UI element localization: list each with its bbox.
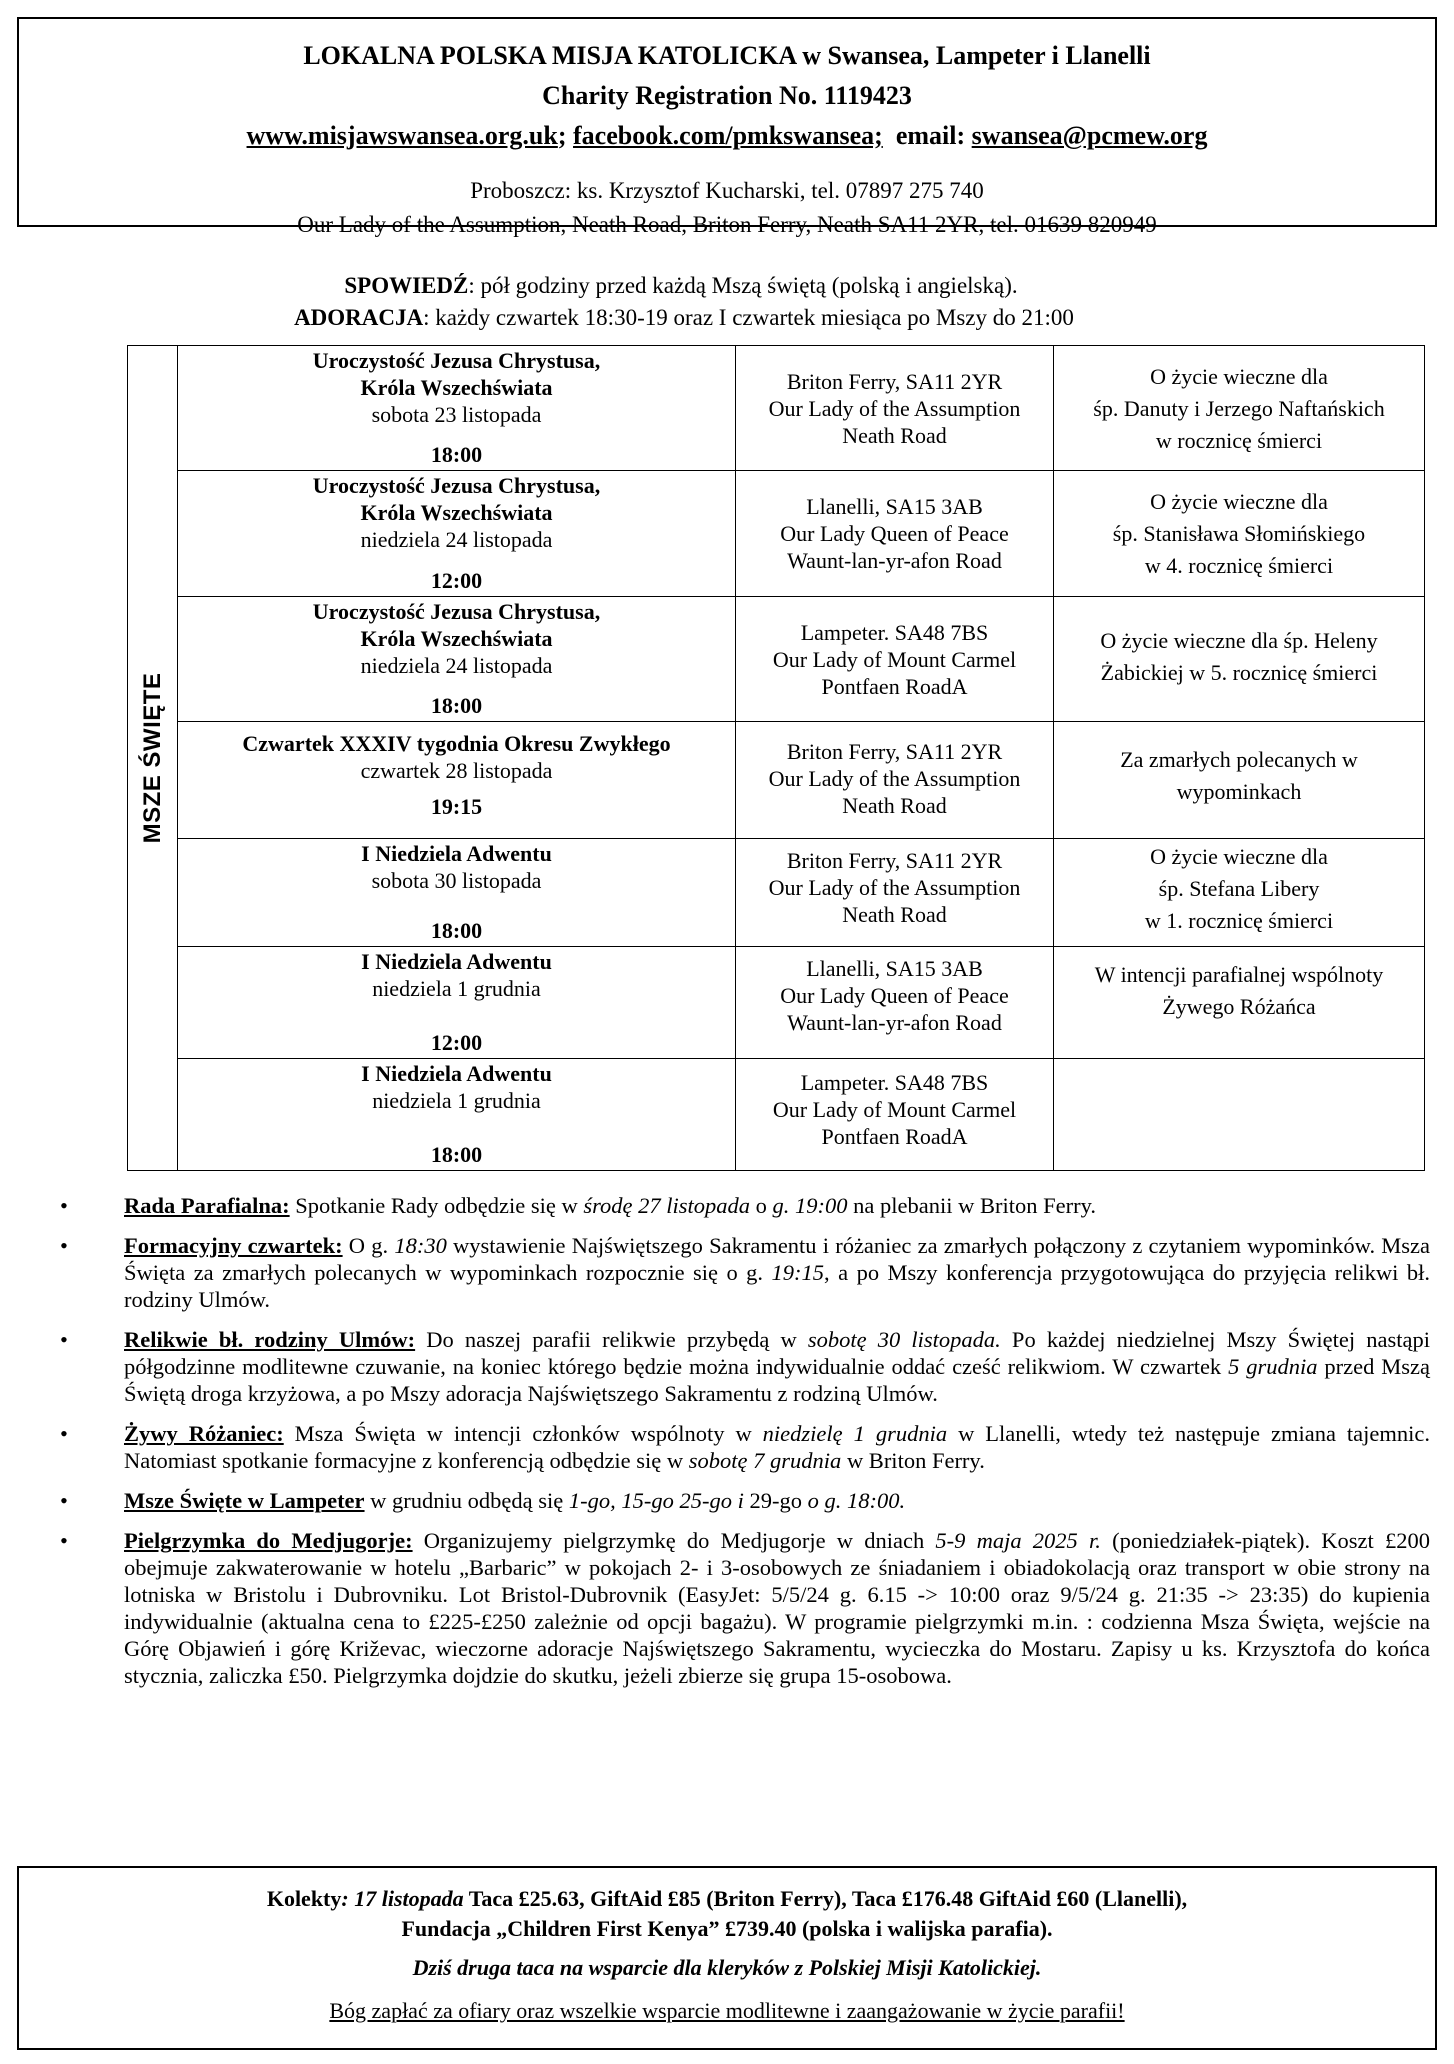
intention-cell: [1054, 1059, 1424, 1170]
place-line: Our Lady of the Assumption: [768, 396, 1021, 421]
place-line: Briton Ferry, SA11 2YR: [786, 369, 1003, 394]
place-cell: [736, 839, 1054, 946]
mass-time: 18:00: [430, 693, 483, 718]
place-line: Neath Road: [842, 902, 947, 927]
feast-cell: [178, 597, 736, 721]
place-line: Pontfaen RoadA: [821, 674, 968, 699]
notice-text: Msza Święta w intencji członków wspólnoty w: [283, 1421, 763, 1446]
mass-date: czwartek 28 listopada: [360, 758, 553, 783]
mass-date: niedziela 1 grudnia: [372, 976, 541, 1001]
intention-cell: [1054, 346, 1424, 470]
place-line: Our Lady of the Assumption: [768, 766, 1021, 791]
intention-cell: [1054, 471, 1424, 596]
notice-lampeter: [60, 1487, 1430, 1514]
notice-rada: [60, 1192, 1430, 1219]
mass-schedule-table: [127, 345, 1425, 1171]
notice-formacyjny: [60, 1232, 1430, 1313]
notice-emph: środę 27 listopada: [583, 1193, 750, 1218]
notice-emph: 1-go, 15-go 25-go i: [568, 1488, 744, 1513]
notice-text: wystawienie Najświętszego Sakramentu i różaniec za zmarłych połączony z czytaniem wypominków. Msza Święta za zmarłych polecanych w wypominkach rozpocznie się o g.: [124, 1233, 1430, 1285]
charity-registration: Charity Registration No. 1119423: [542, 81, 912, 110]
email-link[interactable]: swansea@pcmew.org: [971, 121, 1208, 150]
mass-time: 19:15: [430, 794, 483, 819]
mass-date: sobota 30 listopada: [371, 868, 542, 893]
collections-line2: Fundacja „Children First Kenya” £739.40 (polska i walijska parafia).: [401, 1916, 1053, 1941]
mass-time: 18:00: [430, 918, 483, 943]
parish-priest: Proboszcz: ks. Krzysztof Kucharski, tel. 07897 275 740: [470, 178, 984, 203]
notice-emph: sobotę 7 grudnia: [688, 1448, 842, 1473]
intention-text: O życie wieczne dla śp. Stefana Libery w 1. rocznicę śmierci: [1144, 844, 1334, 933]
place-cell: [736, 597, 1054, 721]
table-row: [178, 947, 1424, 1059]
collections-line1: Taca £25.63, GiftAid £85 (Briton Ferry), Taca £176.48 GiftAid £60 (Llanelli),: [463, 1886, 1188, 1911]
mass-side-label: [128, 346, 178, 1170]
notice-lead: Msze Święte w Lampeter: [124, 1488, 365, 1513]
notice-lead: Relikwie bł. rodziny Ulmów:: [124, 1327, 416, 1352]
notice-emph: 18:30: [394, 1233, 447, 1258]
notice-text: w Llanelli, wtedy też następuje zmiana tajemnic. Natomiast spotkanie formacyjne z konferencją odbędzie się w: [124, 1421, 1430, 1473]
place-cell: [736, 947, 1054, 1058]
notice-text: , a po Mszy konferencja przygotowująca do przyjęcia relikwi bł. rodziny Ulmów.: [124, 1260, 1430, 1312]
notice-emph: sobotę 30 listopada.: [807, 1327, 1001, 1352]
mass-time: 12:00: [430, 568, 483, 593]
notice-text: w Briton Ferry.: [841, 1448, 985, 1473]
place-line: Neath Road: [842, 423, 947, 448]
feast-name: Uroczystość Jezusa Chrystusa, Króla Wszechświata: [312, 599, 601, 651]
place-line: Our Lady of Mount Carmel: [772, 1097, 1017, 1122]
notice-emph: 5-9 maja 2025 r.: [935, 1528, 1101, 1553]
place-line: Lampeter. SA48 7BS: [800, 1070, 989, 1095]
notice-text: Spotkanie Rady odbędzie się w: [289, 1193, 584, 1218]
mass-time: 12:00: [430, 1030, 483, 1055]
facebook-link[interactable]: facebook.com/pmkswansea;: [573, 121, 883, 150]
collections-summary: [19, 1884, 1435, 1944]
footer-box: [17, 1866, 1437, 2050]
place-line: Neath Road: [842, 793, 947, 818]
confession-text: : pół godziny przed każdą Mszą świętą (polską i angielską).: [468, 273, 1018, 298]
place-line: Our Lady Queen of Peace: [780, 983, 1009, 1008]
notice-text: przed Mszą Świętą droga krzyżowa, a po Mszy adoracja Najświętszego Sakramentu z rodziną Ulmów.: [124, 1354, 1430, 1406]
notice-text: Do naszej parafii relikwie przybędą w: [415, 1327, 808, 1352]
notice-emph: 5 grudnia: [1228, 1354, 1318, 1379]
notice-text: na plebanii w Briton Ferry.: [847, 1193, 1096, 1218]
separator: ;: [557, 121, 574, 150]
intention-cell: [1054, 597, 1424, 721]
collections-label: Kolekty: [266, 1886, 342, 1911]
header-box: [17, 17, 1437, 237]
notice-rozaniec: [60, 1420, 1430, 1474]
intention-cell: [1054, 722, 1424, 838]
mass-date: niedziela 24 listopada: [360, 527, 553, 552]
bullet: •: [60, 1421, 68, 1446]
notice-text: Organizujemy pielgrzymkę do Medjugorje w dniach: [412, 1528, 936, 1553]
notice-text: (poniedziałek-piątek). Koszt £200 obejmuje zakwaterowanie w hotelu „Barbaric” w pokojach 2- i 3-osobowych ze śniadaniem i obiadokolacją oraz transport w obie strony na lotniska w Bristolu i Dubrovniku. Lot Bristol-Dubrovnik (EasyJet: 5/5/24 g. 6.15 -> 10:00 oraz 9/5/24 g. 21:35 -> 23:35) do kupienia indywidualnie (aktualna cena to £225-£250 zależnie od opcji bagażu). W programie pielgrzymki m.in. : codzienna Msza Święta, wejście na Górę Objawień i górę Križevac, wieczorne adoracje Najświętszego Sakramentu, wycieczka do Mostaru. Zapisy u ks. Krzysztofa do końca stycznia, zaliczka £50. Pielgrzymka dojdzie do skutku, jeżeli zbierze się grupa 15-osobowa.: [124, 1528, 1430, 1688]
place-line: Our Lady of the Assumption: [768, 875, 1021, 900]
place-cell: [736, 471, 1054, 596]
notice-emph: o g. 18:00.: [807, 1488, 906, 1513]
feast-cell: [178, 346, 736, 470]
feast-cell: [178, 839, 736, 946]
place-line: Briton Ferry, SA11 2YR: [786, 739, 1003, 764]
notice-lead: Pielgrzymka do Medjugorje:: [124, 1528, 413, 1553]
place-line: Lampeter. SA48 7BS: [800, 620, 989, 645]
place-line: Waunt-lan-yr-afon Road: [787, 1010, 1002, 1035]
collections-date: : 17 listopada: [341, 1886, 464, 1911]
bullet: •: [60, 1193, 68, 1218]
place-line: Briton Ferry, SA11 2YR: [786, 848, 1003, 873]
notice-lead: Formacyjny czwartek:: [124, 1233, 343, 1258]
table-row: [178, 1059, 1424, 1170]
place-line: Our Lady of Mount Carmel: [772, 647, 1017, 672]
thanks-line: Bóg zapłać za ofiary oraz wszelkie wsparcie modlitewne i zaangażowanie w życie parafii!: [329, 1998, 1125, 2023]
place-line: Waunt-lan-yr-afon Road: [787, 548, 1002, 573]
parish-notices: [60, 1192, 1430, 1702]
feast-name: Uroczystość Jezusa Chrystusa, Króla Wszechświata: [312, 473, 601, 525]
bullet: •: [60, 1528, 68, 1553]
place-cell: [736, 346, 1054, 470]
intention-cell: [1054, 947, 1424, 1058]
website-link[interactable]: www.misjawswansea.org.uk: [246, 121, 558, 150]
adoration-label: ADORACJA: [294, 305, 424, 330]
notice-lead: Żywy Różaniec:: [124, 1421, 284, 1446]
feast-name: I Niedziela Adwentu: [361, 841, 552, 866]
place-line: Llanelli, SA15 3AB: [806, 494, 983, 519]
place-line: Our Lady Queen of Peace: [780, 521, 1009, 546]
confession-label: SPOWIEDŹ: [344, 273, 469, 298]
notice-text: w grudniu odbędą się: [364, 1488, 569, 1513]
notice-text: o: [750, 1193, 773, 1218]
intention-text: Za zmarłych polecanych w wypominkach: [1120, 747, 1358, 804]
bullet: •: [60, 1488, 68, 1513]
intention-text: W intencji parafialnej wspólnoty Żywego Różańca: [1094, 962, 1384, 1019]
adoration-text: : każdy czwartek 18:30-19 oraz I czwartek miesiąca po Mszy do 21:00: [423, 305, 1074, 330]
bullet: •: [60, 1327, 68, 1352]
intention-text: O życie wieczne dla śp. Stanisława Słomińskiego w 4. rocznicę śmierci: [1112, 489, 1366, 578]
place-cell: [736, 1059, 1054, 1170]
notice-relikwie: [60, 1326, 1430, 1407]
notice-text: Po każdej niedzielnej Mszy Świętej nastąpi półgodzinne modlitewne czuwanie, na koniec którego będzie można indywidualnie oddać cześć relikwiom. W czwartek: [124, 1327, 1430, 1379]
table-row: [178, 839, 1424, 947]
table-row: [178, 346, 1424, 471]
feast-name: Czwartek XXXIV tygodnia Okresu Zwykłego: [242, 731, 671, 756]
confession-line: [0, 270, 1408, 302]
feast-cell: [178, 722, 736, 838]
mass-date: sobota 23 listopada: [371, 402, 542, 427]
intention-cell: [1054, 839, 1424, 946]
feast-name: Uroczystość Jezusa Chrystusa, Króla Wszechświata: [312, 348, 601, 400]
place-cell: [736, 722, 1054, 838]
notice-lead: Rada Parafialna:: [124, 1193, 290, 1218]
mass-date: niedziela 24 listopada: [360, 653, 553, 678]
notice-emph: 19:15: [771, 1260, 825, 1285]
notice-emph: g. 19:00: [772, 1193, 848, 1218]
table-row: [178, 597, 1424, 722]
place-line: Pontfaen RoadA: [821, 1124, 968, 1149]
feast-name: I Niedziela Adwentu: [361, 1061, 552, 1086]
notice-text: O g.: [342, 1233, 395, 1258]
contact-links: [19, 116, 1435, 156]
intention-text: O życie wieczne dla śp. Danuty i Jerzego Naftańskich w rocznicę śmierci: [1093, 364, 1385, 453]
notice-text: 29-go: [743, 1488, 808, 1513]
bullet: •: [60, 1233, 68, 1258]
place-line: Llanelli, SA15 3AB: [806, 956, 983, 981]
notice-emph: niedzielę 1 grudnia: [762, 1421, 948, 1446]
intention-text: O życie wieczne dla śp. Heleny Żabickiej w 5. rocznicę śmierci: [1100, 628, 1378, 685]
second-collection: Dziś druga taca na wsparcie dla kleryków z Polskiej Misji Katolickiej.: [412, 1955, 1042, 1980]
feast-cell: [178, 947, 736, 1058]
mass-time: 18:00: [430, 442, 483, 467]
feast-cell: [178, 1059, 736, 1170]
notice-pielgrzymka: [60, 1527, 1430, 1689]
table-row: [178, 471, 1424, 597]
mass-time: 18:00: [430, 1142, 483, 1167]
feast-name: I Niedziela Adwentu: [361, 949, 552, 974]
mass-date: niedziela 1 grudnia: [372, 1088, 541, 1113]
table-row: [178, 722, 1424, 839]
parish-address: Our Lady of the Assumption, Neath Road, Briton Ferry, Neath SA11 2YR, tel. 01639 820949: [297, 212, 1157, 237]
email-label: email:: [882, 121, 972, 150]
feast-cell: [178, 471, 736, 596]
side-label-text: MSZE ŚWIĘTE: [138, 672, 166, 844]
adoration-line: [0, 302, 1411, 334]
mission-title: LOKALNA POLSKA MISJA KATOLICKA w Swansea, Lampeter i Llanelli: [303, 41, 1151, 70]
